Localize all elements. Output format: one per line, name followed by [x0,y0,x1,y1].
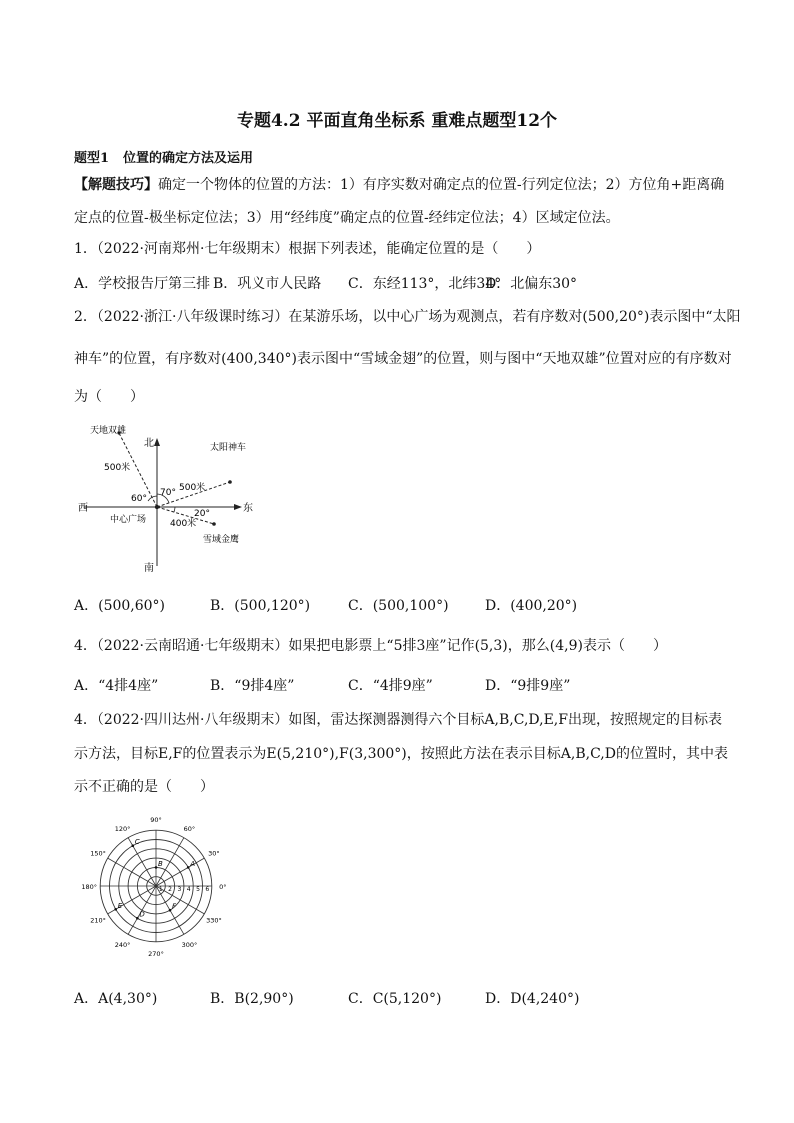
q2-option-c[interactable]: C．(500,100°) [348,598,449,614]
radar-spoke [156,858,204,886]
q1-stem: 1．（2022·河南郑州·七年级期末）根据下列表述，能确定位置的是（ ） [74,241,541,257]
q4-stem-line-2: 示方法，目标E,F的位置表示为E(5,210°),F(3,300°)，按照此方法在表示目标A,B,C,D的位置时，其中表 [74,746,728,762]
xyjy-point [212,522,216,526]
angle-70: 70° [160,488,176,498]
radar-grid [100,830,212,942]
q4-option-c[interactable]: C．C(5,120°) [348,991,442,1007]
radar-ring-label: 1 [158,886,163,893]
q1-option-c[interactable]: C．东经113°，北纬34° [348,276,502,292]
radar-ring-label: 6 [205,886,210,893]
angle-60: 60° [131,494,147,504]
dist-xyjy: 400米 [170,519,197,529]
radar-ring-label: 5 [196,886,200,893]
radar-target-point [114,908,117,911]
q2-option-a[interactable]: A．(500,60°) [74,598,166,614]
q3-option-b[interactable]: B．“9排4座” [210,678,295,694]
q4-option-b[interactable]: B．B(2,90°) [210,991,294,1007]
direction-figure [74,418,254,573]
q2-stem-line-1: 2．（2022·浙江·八年级课时练习）在某游乐场，以中心广场为观测点，若有序数对(500,20°)表示图中“太阳 [74,309,741,325]
center-label: 中心广场 [110,515,147,525]
radar-target-point [136,917,139,920]
radar-ring-label: 4 [186,886,191,893]
q2-option-d[interactable]: D．(400,20°) [485,598,578,614]
dist-tdsx: 500米 [104,463,131,473]
q2-option-b[interactable]: B．(500,120°) [210,598,311,614]
radar-angle-label: 90° [150,816,162,825]
section-name: 位置的确定方法及运用 [123,151,254,166]
radar-angle-label: 150° [90,849,106,858]
center-point [155,505,159,509]
radar-ring-label: 2 [168,886,173,893]
radar-target-label: D [139,910,145,919]
q3-option-c[interactable]: C．“4排9座” [348,678,433,694]
arc-60 [148,496,157,501]
q3-stem: 4．（2022·云南昭通·七年级期末）如果把电影票上“5排3座”记作(5,3)，那么(4,9)表示（ ） [74,638,667,654]
arc-20 [174,507,175,512]
radar-angle-label: 330° [206,916,222,925]
q2-stem-line-3: 为（ ） [74,389,144,405]
radar-target-point [187,866,190,869]
page-title: 专题4.2 平面直角坐标系 重难点题型12个 [236,111,558,131]
radar-target-label: A [190,859,195,868]
q1-option-a[interactable]: A．学校报告厅第三排 [74,276,211,292]
radar-angle-label: 270° [148,949,164,958]
angle-20: 20° [194,509,210,519]
section-label: 题型1 [74,151,110,166]
q2-stem-line-2: 神车”的位置，有序数对(400,340°)表示图中“雪域金翅”的位置，则与图中“天地双雄”位置对应的有序数对 [74,351,732,367]
radar-target-label: E [117,901,123,910]
q3-option-d[interactable]: D．“9排9座” [485,678,571,694]
radar-angle-label: 180° [81,883,98,891]
radar-spoke [108,858,156,886]
radar-ring-label: 3 [177,886,182,893]
radar-angle-label: 0° [219,883,227,891]
radar-target-point [132,844,135,847]
radar-target-point [169,909,172,912]
tysc-point [228,480,232,484]
radar-angle-label: 30° [208,849,220,858]
tdsx-label: 天地双雄 [90,426,127,436]
east-arrow [234,504,242,510]
radar-angle-label: 240° [114,940,131,949]
north-label: 北 [144,438,154,449]
radar-angle-label: 120° [114,825,131,834]
xyjy-label: 雪域金鹰 [203,535,240,545]
radar-target-label: C [134,838,140,847]
q1-option-d[interactable]: D．北偏东30° [485,276,578,292]
tips-line-1: 【解题技巧】确定一个物体的位置的方法：1）有序实数对确定点的位置-行列定位法；2）方位角+距离确 [74,177,725,193]
radar-angle-label: 210° [90,916,106,925]
east-label: 东 [243,503,253,514]
radar-figure [74,808,244,966]
q4-stem-line-1: 4．（2022·四川达州·八年级期末）如图，雷达探测器测得六个目标A,B,C,D,E,F出现，按照规定的目标表 [74,712,722,728]
west-label: 西 [78,503,88,514]
q1-option-b[interactable]: B．巩义市人民路 [213,276,322,292]
radar-target-label: F [172,902,177,911]
q4-option-a[interactable]: A．A(4,30°) [74,991,158,1007]
radar-target-label: B [158,859,163,868]
tips-label: 【解题技巧】 [74,177,158,193]
radar-target-point [155,866,158,869]
q4-stem-line-3: 示不正确的是（ ） [74,779,214,795]
radar-angle-label: 300° [181,940,198,949]
q4-option-d[interactable]: D．D(4,240°) [485,991,580,1007]
tysc-label: 太阳神车 [210,443,247,453]
tips-line-2: 定点的位置-极坐标定位法；3）用“经纬度”确定点的位置-经纬定位法；4）区域定位法。 [74,210,620,226]
radar-angle-label: 60° [183,825,196,834]
south-label: 南 [144,563,154,573]
dist-tysc: 500米 [179,483,206,493]
north-arrow [154,438,160,446]
q3-option-a[interactable]: A．“4排4座” [74,678,159,694]
section-heading [74,147,253,166]
